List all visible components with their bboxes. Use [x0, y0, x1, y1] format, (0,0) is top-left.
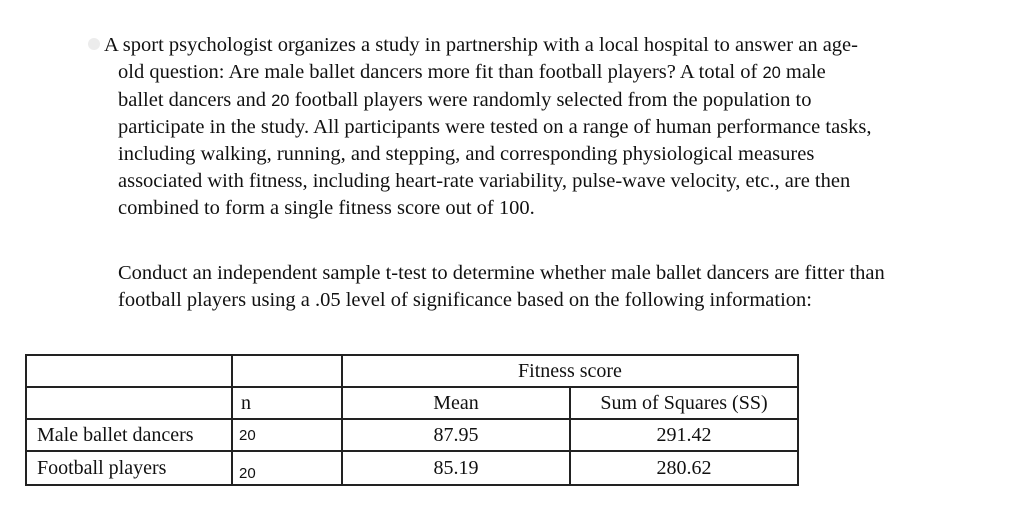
- group-label-cell: Football players: [26, 451, 232, 485]
- fitness-data-table: [25, 354, 799, 486]
- ss-cell: 280.62: [570, 451, 798, 485]
- paragraph-line: participate in the study. All participants were tested on a range of human performance tasks,: [118, 116, 872, 139]
- sample-size-number: 20: [762, 63, 781, 82]
- paragraph-line: [104, 87, 872, 115]
- task-instruction-paragraph: [118, 260, 885, 314]
- paragraph-line: combined to form a single fitness score out of 100.: [118, 196, 535, 219]
- study-description-paragraph: [104, 32, 872, 222]
- empty-header-cell: [232, 355, 342, 387]
- mean-column-header: Mean: [342, 387, 570, 419]
- paragraph-line: Conduct an independent sample t-test to determine whether male ballet dancers are fitter than: [118, 262, 885, 284]
- ss-column-header: Sum of Squares (SS): [570, 387, 798, 419]
- mean-cell: 87.95: [342, 419, 570, 451]
- paragraph-line: [104, 59, 872, 87]
- mean-cell: 85.19: [342, 451, 570, 485]
- line-text: male: [785, 60, 826, 83]
- paragraph-line: A sport psychologist organizes a study in partnership with a local hospital to answer an age-: [104, 34, 858, 56]
- line-text: ballet dancers and: [118, 88, 266, 111]
- n-cell: 20: [232, 451, 342, 485]
- paragraph-line: associated with fitness, including heart-rate variability, pulse-wave velocity, etc., are then: [118, 169, 851, 192]
- line-text: football players were randomly selected from the population to: [294, 88, 812, 111]
- empty-header-cell: [26, 387, 232, 419]
- paragraph-line: football players using a .05 level of significance based on the following information:: [118, 288, 812, 311]
- table-row: [26, 419, 798, 451]
- empty-header-cell: [26, 355, 232, 387]
- n-cell: 20: [232, 419, 342, 451]
- table-subheader-row: [26, 387, 798, 419]
- table-row: [26, 451, 798, 485]
- group-label-cell: Male ballet dancers: [26, 419, 232, 451]
- faint-bullet-marker: [88, 38, 100, 50]
- line-text: old question: Are male ballet dancers more fit than football players? A total of: [118, 60, 758, 83]
- n-column-header: n: [232, 387, 342, 419]
- table-header-row: [26, 355, 798, 387]
- paragraph-line: including walking, running, and stepping, and corresponding physiological measures: [118, 143, 815, 166]
- sample-size-number: 20: [271, 91, 290, 110]
- ss-cell: 291.42: [570, 419, 798, 451]
- fitness-score-group-header: Fitness score: [342, 355, 798, 387]
